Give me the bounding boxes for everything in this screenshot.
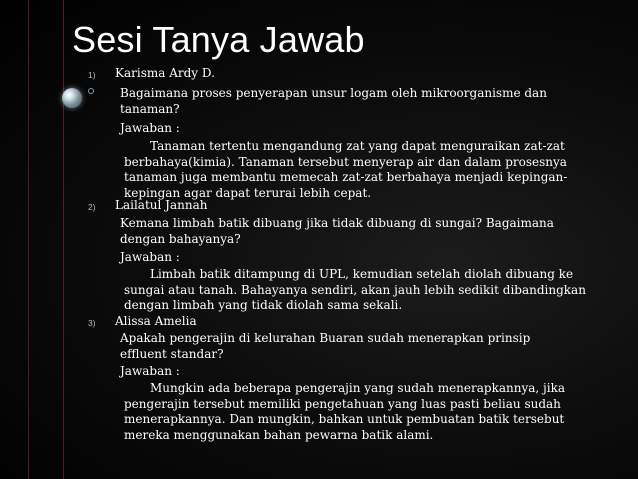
answer-label: Jawaban : — [120, 250, 180, 264]
answer-text: Limbah batik ditampung di UPL, kemudian setelah diolah dibuang ke sungai atau tanah. Bahayanya sendiri, akan jauh lebih sedikit dibandingkan dengan limbah yang tidak diolah sama sekali. — [124, 267, 586, 312]
answer-text: Mungkin ada beberapa pengerajin yang sudah menerapkannya, jika pengerajin tersebut memiliki pengetahuan yang luas pasti beliau sudah menerapkannya. Dan mungkin, bahkan untuk pembuatan batik tersebut mereka menggunakan bahan pewarna batik alami. — [124, 381, 566, 442]
answer-label: Jawaban : — [120, 121, 180, 135]
asker-name: Alissa Amelia — [115, 314, 197, 328]
answer-text: Tanaman tertentu mengandung zat yang dapat menguraikan zat-zat berbahaya(kimia). Tanaman tersebut menyerap air dan dalam prosesnya tanaman juga membantu memecah zat-zat berbahaya menjadi kepingan-kepingan agar dapat terurai lebih cepat. — [124, 139, 568, 200]
asker-name: Karisma Ardy D. — [115, 66, 215, 80]
question-text: Apakah pengerajin di kelurahan Buaran sudah menerapkan prinsip effluent standar? — [120, 331, 531, 361]
question-text: Bagaimana proses penyerapan unsur logam oleh mikroorganisme dan tanaman? — [120, 86, 547, 116]
slide-title: Sesi Tanya Jawab — [72, 19, 365, 60]
item-number: 3) — [88, 318, 96, 328]
item-number: 1) — [88, 70, 96, 80]
asker-name: Lailatul Jannah — [115, 198, 208, 212]
answer-label: Jawaban : — [120, 364, 180, 378]
question-text: Kemana limbah batik dibuang jika tidak dibuang di sungai? Bagaimana dengan bahayanya? — [120, 216, 554, 246]
item-number: 2) — [88, 202, 96, 212]
